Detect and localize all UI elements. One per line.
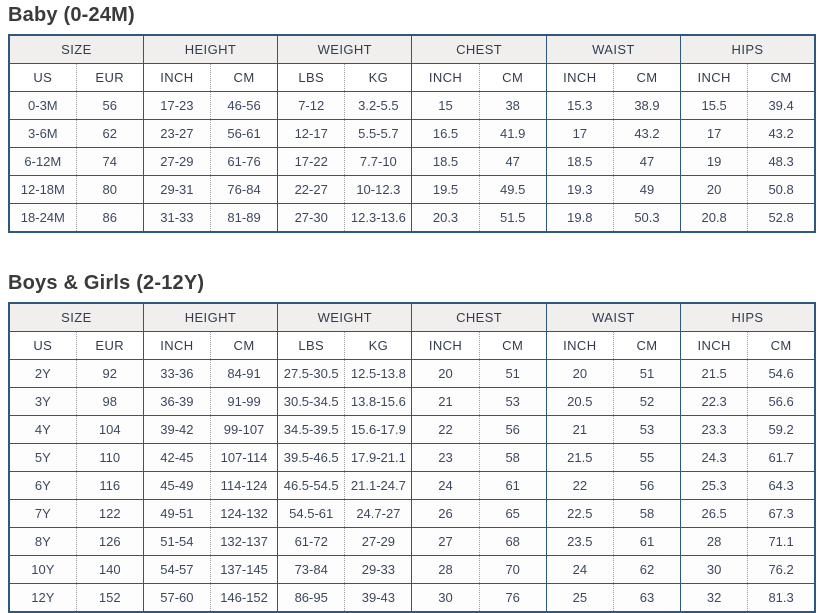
measurement-cell: 30.5-34.5 bbox=[278, 388, 345, 416]
column-subheader-us: US bbox=[9, 64, 76, 92]
column-subheader-inch: INCH bbox=[143, 332, 210, 360]
column-group-height: HEIGHT bbox=[143, 303, 277, 332]
measurement-cell: 10-12.3 bbox=[345, 176, 412, 204]
measurement-cell: 137-145 bbox=[210, 556, 277, 584]
size-cell: 98 bbox=[76, 388, 143, 416]
measurement-cell: 31-33 bbox=[143, 204, 210, 233]
measurement-cell: 73-84 bbox=[278, 556, 345, 584]
measurement-cell: 12.5-13.8 bbox=[345, 360, 412, 388]
size-cell: 7Y bbox=[9, 500, 76, 528]
measurement-cell: 15.6-17.9 bbox=[345, 416, 412, 444]
column-subheader-cm: CM bbox=[748, 64, 815, 92]
measurement-cell: 132-137 bbox=[210, 528, 277, 556]
column-subheader-eur: EUR bbox=[76, 64, 143, 92]
measurement-cell: 56 bbox=[613, 472, 680, 500]
measurement-cell: 64.3 bbox=[748, 472, 815, 500]
boys-girls-section-title: Boys & Girls (2-12Y) bbox=[8, 272, 205, 294]
column-group-height: HEIGHT bbox=[143, 35, 277, 64]
measurement-cell: 20.3 bbox=[412, 204, 479, 233]
measurement-cell: 54-57 bbox=[143, 556, 210, 584]
measurement-cell: 13.8-15.6 bbox=[345, 388, 412, 416]
table-row bbox=[9, 388, 815, 416]
measurement-cell: 58 bbox=[613, 500, 680, 528]
measurement-cell: 22-27 bbox=[278, 176, 345, 204]
measurement-cell: 17.9-21.1 bbox=[345, 444, 412, 472]
measurement-cell: 30 bbox=[681, 556, 748, 584]
measurement-cell: 39.5-46.5 bbox=[278, 444, 345, 472]
size-cell: 0-3M bbox=[9, 92, 76, 120]
measurement-cell: 57-60 bbox=[143, 584, 210, 613]
measurement-cell: 7.7-10 bbox=[345, 148, 412, 176]
column-subheader-kg: KG bbox=[345, 64, 412, 92]
table-row bbox=[9, 556, 815, 584]
measurement-cell: 24 bbox=[546, 556, 613, 584]
column-subheader-lbs: LBS bbox=[278, 64, 345, 92]
measurement-cell: 56-61 bbox=[210, 120, 277, 148]
measurement-cell: 48.3 bbox=[748, 148, 815, 176]
measurement-cell: 62 bbox=[613, 556, 680, 584]
measurement-cell: 63 bbox=[613, 584, 680, 613]
size-cell: 12Y bbox=[9, 584, 76, 613]
table-row bbox=[9, 360, 815, 388]
measurement-cell: 23 bbox=[412, 444, 479, 472]
size-cell: 2Y bbox=[9, 360, 76, 388]
size-cell: 5Y bbox=[9, 444, 76, 472]
measurement-cell: 49.5 bbox=[479, 176, 546, 204]
measurement-cell: 21.5 bbox=[546, 444, 613, 472]
measurement-cell: 52.8 bbox=[748, 204, 815, 233]
column-group-chest: CHEST bbox=[412, 35, 546, 64]
table-row bbox=[9, 528, 815, 556]
measurement-cell: 51 bbox=[613, 360, 680, 388]
measurement-cell: 39.4 bbox=[748, 92, 815, 120]
measurement-cell: 24.7-27 bbox=[345, 500, 412, 528]
measurement-cell: 43.2 bbox=[613, 120, 680, 148]
size-cell: 6-12M bbox=[9, 148, 76, 176]
measurement-cell: 42-45 bbox=[143, 444, 210, 472]
column-subheader-cm: CM bbox=[613, 64, 680, 92]
column-subheader-inch: INCH bbox=[681, 332, 748, 360]
column-group-waist: WAIST bbox=[546, 35, 680, 64]
column-subheader-cm: CM bbox=[748, 332, 815, 360]
measurement-cell: 71.1 bbox=[748, 528, 815, 556]
measurement-cell: 47 bbox=[479, 148, 546, 176]
size-cell: 92 bbox=[76, 360, 143, 388]
column-subheader-inch: INCH bbox=[546, 332, 613, 360]
measurement-cell: 21 bbox=[546, 416, 613, 444]
measurement-cell: 27.5-30.5 bbox=[278, 360, 345, 388]
measurement-cell: 12.3-13.6 bbox=[345, 204, 412, 233]
column-subheader-kg: KG bbox=[345, 332, 412, 360]
column-group-hips: HIPS bbox=[681, 303, 815, 332]
column-subheader-cm: CM bbox=[210, 332, 277, 360]
measurement-cell: 20.5 bbox=[546, 388, 613, 416]
column-group-waist: WAIST bbox=[546, 303, 680, 332]
measurement-cell: 33-36 bbox=[143, 360, 210, 388]
measurement-cell: 15.3 bbox=[546, 92, 613, 120]
measurement-cell: 29-31 bbox=[143, 176, 210, 204]
measurement-cell: 59.2 bbox=[748, 416, 815, 444]
baby-section-title: Baby (0-24M) bbox=[8, 4, 135, 26]
measurement-cell: 65 bbox=[479, 500, 546, 528]
measurement-cell: 91-99 bbox=[210, 388, 277, 416]
measurement-cell: 16.5 bbox=[412, 120, 479, 148]
table-row bbox=[9, 204, 815, 233]
measurement-cell: 17-23 bbox=[143, 92, 210, 120]
measurement-cell: 28 bbox=[681, 528, 748, 556]
measurement-cell: 25.3 bbox=[681, 472, 748, 500]
measurement-cell: 19.8 bbox=[546, 204, 613, 233]
table-row bbox=[9, 444, 815, 472]
measurement-cell: 17 bbox=[681, 120, 748, 148]
size-cell: 8Y bbox=[9, 528, 76, 556]
measurement-cell: 84-91 bbox=[210, 360, 277, 388]
table-row bbox=[9, 148, 815, 176]
measurement-cell: 36-39 bbox=[143, 388, 210, 416]
table-row bbox=[9, 176, 815, 204]
measurement-cell: 76.2 bbox=[748, 556, 815, 584]
measurement-cell: 47 bbox=[613, 148, 680, 176]
boys-girls-size-table bbox=[8, 302, 816, 613]
measurement-cell: 39-42 bbox=[143, 416, 210, 444]
measurement-cell: 29-33 bbox=[345, 556, 412, 584]
measurement-cell: 27 bbox=[412, 528, 479, 556]
measurement-cell: 61-72 bbox=[278, 528, 345, 556]
measurement-cell: 81.3 bbox=[748, 584, 815, 613]
measurement-cell: 23-27 bbox=[143, 120, 210, 148]
measurement-cell: 38.9 bbox=[613, 92, 680, 120]
measurement-cell: 30 bbox=[412, 584, 479, 613]
measurement-cell: 21.5 bbox=[681, 360, 748, 388]
measurement-cell: 107-114 bbox=[210, 444, 277, 472]
measurement-cell: 50.3 bbox=[613, 204, 680, 233]
measurement-cell: 56.6 bbox=[748, 388, 815, 416]
column-subheader-cm: CM bbox=[479, 332, 546, 360]
measurement-cell: 3.2-5.5 bbox=[345, 92, 412, 120]
baby-size-table bbox=[8, 34, 816, 233]
size-cell: 3-6M bbox=[9, 120, 76, 148]
baby-size-section bbox=[8, 3, 816, 233]
size-cell: 12-18M bbox=[9, 176, 76, 204]
measurement-cell: 68 bbox=[479, 528, 546, 556]
column-group-size: SIZE bbox=[9, 35, 143, 64]
measurement-cell: 146-152 bbox=[210, 584, 277, 613]
measurement-cell: 25 bbox=[546, 584, 613, 613]
size-cell: 122 bbox=[76, 500, 143, 528]
column-subheader-row bbox=[9, 64, 815, 92]
measurement-cell: 19.3 bbox=[546, 176, 613, 204]
measurement-cell: 15.5 bbox=[681, 92, 748, 120]
measurement-cell: 55 bbox=[613, 444, 680, 472]
measurement-cell: 99-107 bbox=[210, 416, 277, 444]
measurement-cell: 56 bbox=[479, 416, 546, 444]
measurement-cell: 17 bbox=[546, 120, 613, 148]
column-group-weight: WEIGHT bbox=[278, 35, 412, 64]
measurement-cell: 23.5 bbox=[546, 528, 613, 556]
column-group-weight: WEIGHT bbox=[278, 303, 412, 332]
size-cell: 3Y bbox=[9, 388, 76, 416]
measurement-cell: 51 bbox=[479, 360, 546, 388]
column-subheader-row bbox=[9, 332, 815, 360]
measurement-cell: 54.6 bbox=[748, 360, 815, 388]
measurement-cell: 76 bbox=[479, 584, 546, 613]
measurement-cell: 53 bbox=[479, 388, 546, 416]
measurement-cell: 61 bbox=[613, 528, 680, 556]
measurement-cell: 52 bbox=[613, 388, 680, 416]
size-cell: 110 bbox=[76, 444, 143, 472]
size-cell: 104 bbox=[76, 416, 143, 444]
table-row bbox=[9, 92, 815, 120]
measurement-cell: 20.8 bbox=[681, 204, 748, 233]
measurement-cell: 18.5 bbox=[412, 148, 479, 176]
column-group-header-row bbox=[9, 303, 815, 332]
measurement-cell: 46.5-54.5 bbox=[278, 472, 345, 500]
size-cell: 10Y bbox=[9, 556, 76, 584]
measurement-cell: 61 bbox=[479, 472, 546, 500]
measurement-cell: 15 bbox=[412, 92, 479, 120]
measurement-cell: 124-132 bbox=[210, 500, 277, 528]
measurement-cell: 43.2 bbox=[748, 120, 815, 148]
measurement-cell: 81-89 bbox=[210, 204, 277, 233]
column-subheader-us: US bbox=[9, 332, 76, 360]
measurement-cell: 54.5-61 bbox=[278, 500, 345, 528]
measurement-cell: 21.1-24.7 bbox=[345, 472, 412, 500]
measurement-cell: 19.5 bbox=[412, 176, 479, 204]
size-cell: 18-24M bbox=[9, 204, 76, 233]
column-subheader-cm: CM bbox=[613, 332, 680, 360]
measurement-cell: 5.5-5.7 bbox=[345, 120, 412, 148]
measurement-cell: 22.3 bbox=[681, 388, 748, 416]
size-cell: 140 bbox=[76, 556, 143, 584]
size-cell: 4Y bbox=[9, 416, 76, 444]
measurement-cell: 22.5 bbox=[546, 500, 613, 528]
measurement-cell: 38 bbox=[479, 92, 546, 120]
column-group-size: SIZE bbox=[9, 303, 143, 332]
measurement-cell: 32 bbox=[681, 584, 748, 613]
measurement-cell: 49 bbox=[613, 176, 680, 204]
measurement-cell: 39-43 bbox=[345, 584, 412, 613]
measurement-cell: 50.8 bbox=[748, 176, 815, 204]
measurement-cell: 24 bbox=[412, 472, 479, 500]
measurement-cell: 34.5-39.5 bbox=[278, 416, 345, 444]
size-cell: 6Y bbox=[9, 472, 76, 500]
measurement-cell: 21 bbox=[412, 388, 479, 416]
table-row bbox=[9, 472, 815, 500]
measurement-cell: 86-95 bbox=[278, 584, 345, 613]
measurement-cell: 24.3 bbox=[681, 444, 748, 472]
size-cell: 152 bbox=[76, 584, 143, 613]
column-subheader-cm: CM bbox=[210, 64, 277, 92]
column-subheader-lbs: LBS bbox=[278, 332, 345, 360]
measurement-cell: 22 bbox=[546, 472, 613, 500]
measurement-cell: 20 bbox=[412, 360, 479, 388]
measurement-cell: 46-56 bbox=[210, 92, 277, 120]
measurement-cell: 27-30 bbox=[278, 204, 345, 233]
column-subheader-eur: EUR bbox=[76, 332, 143, 360]
column-subheader-inch: INCH bbox=[143, 64, 210, 92]
measurement-cell: 26.5 bbox=[681, 500, 748, 528]
measurement-cell: 67.3 bbox=[748, 500, 815, 528]
measurement-cell: 76-84 bbox=[210, 176, 277, 204]
measurement-cell: 58 bbox=[479, 444, 546, 472]
size-cell: 62 bbox=[76, 120, 143, 148]
column-subheader-inch: INCH bbox=[412, 332, 479, 360]
measurement-cell: 7-12 bbox=[278, 92, 345, 120]
measurement-cell: 51-54 bbox=[143, 528, 210, 556]
column-subheader-inch: INCH bbox=[546, 64, 613, 92]
size-cell: 126 bbox=[76, 528, 143, 556]
size-cell: 86 bbox=[76, 204, 143, 233]
column-group-chest: CHEST bbox=[412, 303, 546, 332]
table-row bbox=[9, 416, 815, 444]
size-cell: 80 bbox=[76, 176, 143, 204]
measurement-cell: 27-29 bbox=[143, 148, 210, 176]
table-row bbox=[9, 584, 815, 613]
table-row bbox=[9, 500, 815, 528]
column-group-hips: HIPS bbox=[681, 35, 815, 64]
column-group-header-row bbox=[9, 35, 815, 64]
table-row bbox=[9, 120, 815, 148]
measurement-cell: 70 bbox=[479, 556, 546, 584]
measurement-cell: 18.5 bbox=[546, 148, 613, 176]
measurement-cell: 61.7 bbox=[748, 444, 815, 472]
measurement-cell: 17-22 bbox=[278, 148, 345, 176]
column-subheader-cm: CM bbox=[479, 64, 546, 92]
measurement-cell: 49-51 bbox=[143, 500, 210, 528]
measurement-cell: 20 bbox=[681, 176, 748, 204]
measurement-cell: 12-17 bbox=[278, 120, 345, 148]
measurement-cell: 41.9 bbox=[479, 120, 546, 148]
column-subheader-inch: INCH bbox=[681, 64, 748, 92]
size-cell: 74 bbox=[76, 148, 143, 176]
measurement-cell: 23.3 bbox=[681, 416, 748, 444]
measurement-cell: 20 bbox=[546, 360, 613, 388]
measurement-cell: 19 bbox=[681, 148, 748, 176]
measurement-cell: 22 bbox=[412, 416, 479, 444]
measurement-cell: 114-124 bbox=[210, 472, 277, 500]
measurement-cell: 45-49 bbox=[143, 472, 210, 500]
measurement-cell: 61-76 bbox=[210, 148, 277, 176]
measurement-cell: 53 bbox=[613, 416, 680, 444]
column-subheader-inch: INCH bbox=[412, 64, 479, 92]
measurement-cell: 28 bbox=[412, 556, 479, 584]
measurement-cell: 51.5 bbox=[479, 204, 546, 233]
measurement-cell: 27-29 bbox=[345, 528, 412, 556]
size-cell: 116 bbox=[76, 472, 143, 500]
size-cell: 56 bbox=[76, 92, 143, 120]
boys-girls-size-section bbox=[8, 271, 816, 613]
measurement-cell: 26 bbox=[412, 500, 479, 528]
